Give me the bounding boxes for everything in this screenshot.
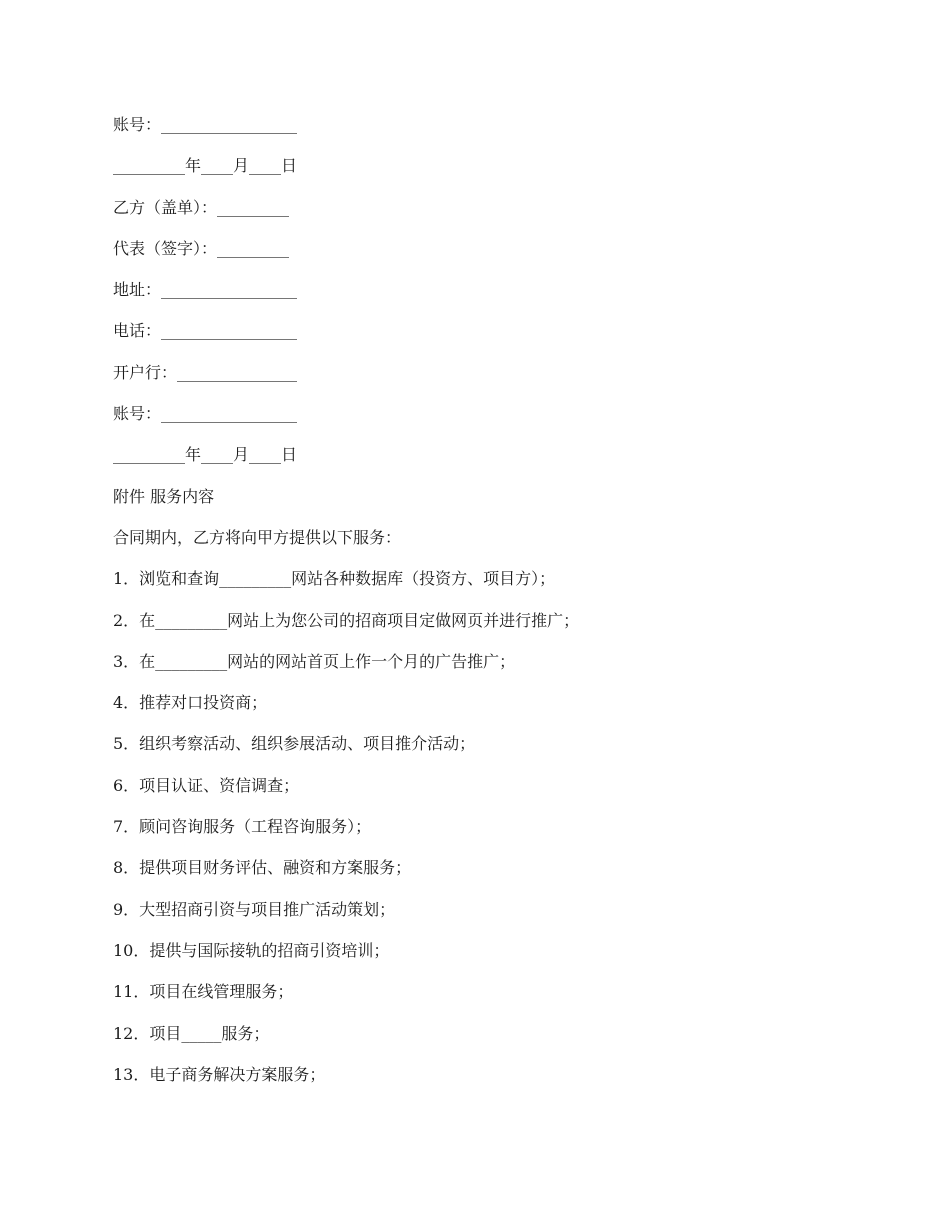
- service-item: 4．推荐对口投资商；: [113, 693, 268, 713]
- party-b-bank-line: 开户行：_______________: [113, 362, 298, 382]
- party-b-phone-line: 电话：_________________: [113, 321, 298, 341]
- service-item: 13．电子商务解决方案服务；: [113, 1064, 326, 1084]
- service-item: 5．组织考察活动、组织参展活动、项目推介活动；: [113, 734, 476, 754]
- party-b-representative-line: 代表（签字）：_________: [113, 238, 290, 258]
- document-body: [113, 104, 853, 1095]
- service-item: 3．在_________网站的网站首页上作一个月的广告推广；: [113, 651, 516, 671]
- service-item: 11．项目在线管理服务；: [113, 982, 294, 1002]
- party-a-account-line: 账号：_________________: [113, 115, 298, 134]
- service-item: 6．项目认证、资信调查；: [113, 775, 300, 795]
- service-item: 7．顾问咨询服务（工程咨询服务）；: [113, 817, 372, 837]
- appendix-heading: 附件 服务内容: [113, 486, 215, 506]
- service-item: 10．提供与国际接轨的招商引资培训；: [113, 940, 390, 960]
- party-a-date-line: _________年____月____日: [113, 156, 298, 176]
- service-item: 1．浏览和查询_________网站各种数据库（投资方、项目方）；: [113, 569, 556, 589]
- service-item: 2．在_________网站上为您公司的招商项目定做网页并进行推广；: [113, 610, 580, 630]
- party-b-seal-line: 乙方（盖单）：_________: [113, 197, 290, 217]
- service-item: 8．提供项目财务评估、融资和方案服务；: [113, 858, 412, 878]
- service-item: 9．大型招商引资与项目推广活动策划；: [113, 899, 396, 919]
- appendix-intro: 合同期内，乙方将向甲方提供以下服务：: [113, 527, 402, 547]
- party-b-account-line: 账号：_________________: [113, 404, 298, 424]
- service-item: 12．项目_____服务；: [113, 1023, 270, 1043]
- party-b-address-line: 地址：_________________: [113, 280, 298, 300]
- party-b-date-line: _________年____月____日: [113, 445, 298, 465]
